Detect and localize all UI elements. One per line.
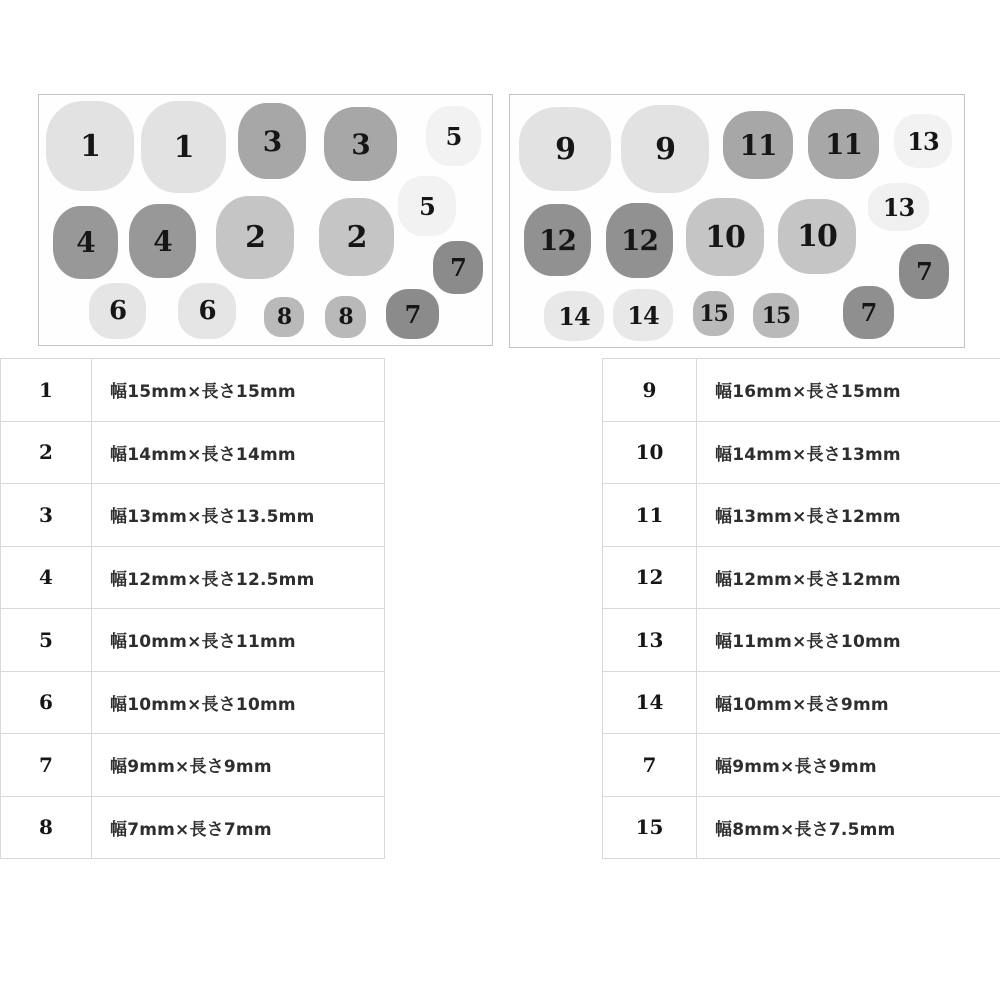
size-dimensions: 幅9mm×長さ9mm bbox=[110, 757, 272, 778]
nail-tip-9: 9 bbox=[621, 105, 709, 193]
size-table-row bbox=[1, 672, 384, 735]
size-dimensions: 幅10mm×長さ9mm bbox=[715, 694, 889, 715]
nail-tip-7: 7 bbox=[899, 244, 949, 299]
size-table-row bbox=[1, 359, 384, 422]
size-number: 4 bbox=[1, 547, 92, 609]
nail-tip-8: 8 bbox=[325, 296, 366, 338]
size-table-row bbox=[1, 797, 384, 859]
nail-tip-size-diagram-right bbox=[509, 94, 965, 348]
size-table-right bbox=[602, 358, 1000, 859]
nail-tip-14: 14 bbox=[613, 289, 673, 341]
nail-tip-8: 8 bbox=[264, 297, 304, 337]
size-table-row bbox=[1, 422, 384, 485]
size-table-row bbox=[603, 734, 1000, 797]
nail-tip-14: 14 bbox=[544, 291, 604, 341]
size-table-row bbox=[1, 547, 384, 610]
size-dimensions: 幅14mm×長さ13mm bbox=[715, 444, 901, 465]
size-number: 9 bbox=[603, 359, 697, 421]
size-dimensions: 幅11mm×長さ10mm bbox=[715, 632, 901, 653]
nail-tip-2: 2 bbox=[319, 198, 394, 276]
size-table-row bbox=[603, 422, 1000, 485]
size-number: 14 bbox=[603, 672, 697, 734]
size-dimensions: 幅10mm×長さ11mm bbox=[110, 632, 296, 653]
nail-tip-10: 10 bbox=[686, 198, 764, 276]
nail-tip-1: 1 bbox=[46, 101, 134, 191]
nail-tip-4: 4 bbox=[129, 204, 196, 278]
nail-tip-15: 15 bbox=[753, 293, 799, 338]
nail-tip-11: 11 bbox=[723, 111, 793, 179]
nail-tip-13: 13 bbox=[868, 183, 929, 231]
nail-tip-12: 12 bbox=[606, 203, 673, 278]
size-number: 2 bbox=[1, 422, 92, 484]
size-number: 11 bbox=[603, 484, 697, 546]
size-table-row bbox=[1, 484, 384, 547]
size-number: 1 bbox=[1, 359, 92, 421]
size-number: 10 bbox=[603, 422, 697, 484]
size-table-row bbox=[603, 672, 1000, 735]
size-table-row bbox=[603, 484, 1000, 547]
size-table-row bbox=[1, 609, 384, 672]
nail-tip-7: 7 bbox=[433, 241, 483, 294]
size-number: 5 bbox=[1, 609, 92, 671]
size-number: 6 bbox=[1, 672, 92, 734]
nail-tip-2: 2 bbox=[216, 196, 294, 279]
size-dimensions: 幅16mm×長さ15mm bbox=[715, 382, 901, 403]
size-dimensions: 幅10mm×長さ10mm bbox=[110, 694, 296, 715]
size-table-row bbox=[603, 547, 1000, 610]
size-dimensions: 幅7mm×長さ7mm bbox=[110, 819, 272, 840]
nail-tip-9: 9 bbox=[519, 107, 611, 191]
size-dimensions: 幅8mm×長さ7.5mm bbox=[715, 819, 896, 840]
size-table-row bbox=[1, 734, 384, 797]
nail-tip-5: 5 bbox=[426, 106, 481, 166]
size-number: 7 bbox=[1, 734, 92, 796]
nail-tip-3: 3 bbox=[238, 103, 306, 179]
size-number: 3 bbox=[1, 484, 92, 546]
nail-tip-7: 7 bbox=[843, 286, 894, 339]
size-dimensions: 幅13mm×長さ13.5mm bbox=[110, 507, 315, 528]
size-dimensions: 幅9mm×長さ9mm bbox=[715, 757, 877, 778]
nail-tip-15: 15 bbox=[693, 291, 734, 336]
size-dimensions: 幅15mm×長さ15mm bbox=[110, 382, 296, 403]
size-dimensions: 幅14mm×長さ14mm bbox=[110, 444, 296, 465]
size-table-row bbox=[603, 609, 1000, 672]
nail-tip-11: 11 bbox=[808, 109, 879, 179]
nail-tip-1: 1 bbox=[141, 101, 226, 193]
nail-tip-10: 10 bbox=[778, 199, 856, 274]
nail-tip-6: 6 bbox=[89, 283, 146, 339]
nail-tip-4: 4 bbox=[53, 206, 118, 279]
nail-tip-3: 3 bbox=[324, 107, 397, 181]
size-dimensions: 幅12mm×長さ12.5mm bbox=[110, 569, 315, 590]
size-table-left bbox=[0, 358, 385, 859]
size-number: 8 bbox=[1, 797, 92, 859]
nail-tip-5: 5 bbox=[398, 176, 456, 236]
size-dimensions: 幅12mm×長さ12mm bbox=[715, 569, 901, 590]
size-number: 15 bbox=[603, 797, 697, 859]
nail-tip-12: 12 bbox=[524, 204, 591, 276]
nail-tip-6: 6 bbox=[178, 283, 236, 339]
size-number: 13 bbox=[603, 609, 697, 671]
nail-tip-size-diagram-left bbox=[38, 94, 493, 346]
size-number: 7 bbox=[603, 734, 697, 796]
size-table-row bbox=[603, 797, 1000, 859]
nail-tip-7: 7 bbox=[386, 289, 439, 339]
size-table-row bbox=[603, 359, 1000, 422]
size-number: 12 bbox=[603, 547, 697, 609]
nail-tip-13: 13 bbox=[894, 114, 952, 168]
size-dimensions: 幅13mm×長さ12mm bbox=[715, 507, 901, 528]
